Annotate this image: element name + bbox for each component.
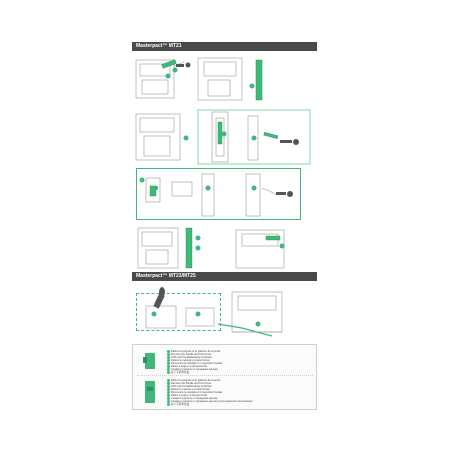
- legend-line: Снимите рукоятку и переднюю крышку: [171, 368, 218, 372]
- illustration-mt23-step: [132, 284, 317, 342]
- legend-line: Retirer la poignée et le plastron de la porte: [171, 350, 221, 353]
- legend-line: Griff und Frontabdeckung entfernen: [171, 356, 213, 360]
- legend-line: 拆下手柄和前盖: [171, 403, 190, 407]
- legend-line: Retirar la maneta y la tapa frontal: [171, 359, 210, 363]
- legend-block-2: [167, 379, 253, 406]
- legend-divider: [137, 375, 313, 376]
- legend-icon-handle: [141, 349, 161, 373]
- legend-line: Remove the handle and front cover: [171, 353, 212, 357]
- legend-line: Rimuovere la maniglia e il coperchio frontale: [171, 391, 223, 395]
- legend-line: Retire a pega e a tampa frontal: [171, 365, 207, 369]
- illustration-step-row-3: [136, 168, 301, 220]
- illustration-step-row-1: [132, 54, 317, 106]
- legend-icon-cover: [141, 379, 161, 407]
- legend-line: Retirer la poignée et le plastron de la porte: [171, 379, 221, 382]
- section-header-mt23-mt25: Masterpact™ MT23/MT25: [132, 272, 317, 281]
- bullet-icon: [167, 371, 170, 374]
- legend-line: 拆下手柄和前盖: [171, 371, 190, 375]
- legend-line: Remove the handle and front cover: [171, 382, 212, 386]
- legend-block-1: [167, 350, 222, 374]
- illustration-step-row-4: [132, 224, 317, 272]
- legend-line: Retirar la maneta y la tapa frontal: [171, 388, 210, 392]
- section-header-mt21: Masterpact™ MT21: [132, 42, 317, 51]
- legend-line: Снимите рукоятку и переднюю крышку: [171, 397, 218, 401]
- legend-line: Retire a pega e a tampa frontal: [171, 394, 207, 398]
- illustration-step-row-2: [132, 108, 317, 166]
- legend-line: Rimuovere la maniglia e il coperchio frontale: [171, 362, 223, 366]
- legend-line: Griff und Frontabdeckung entfernen: [171, 385, 213, 389]
- legend-table: [132, 344, 317, 410]
- bullet-icon: [167, 403, 170, 406]
- legend-line: Снимите рукоятку и переднюю крышку (для выкатного исполнения): [171, 400, 253, 404]
